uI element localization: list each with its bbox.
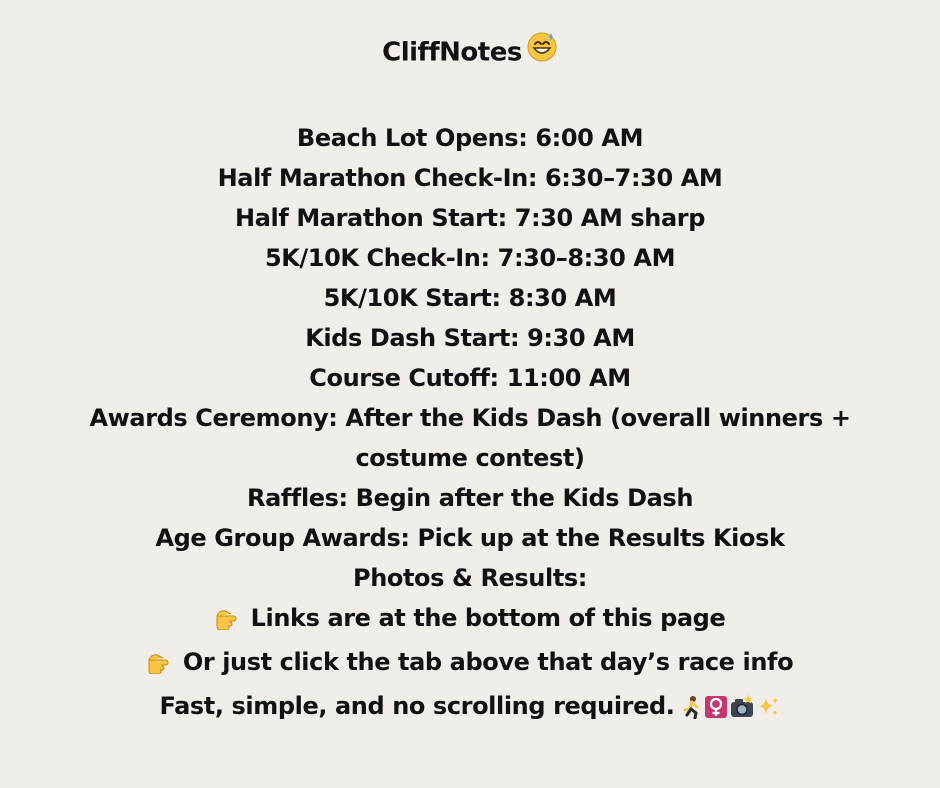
title-line [0,30,940,76]
sparkles-icon [756,695,780,719]
schedule-line: Raffles: Begin after the Kids Dash [246,484,694,512]
pointer-text: Links are at the bottom of this page [250,604,726,632]
schedule-line: Photos & Results: [353,564,587,592]
schedule-line: Age Group Awards: Pick up at the Results Kiosk [155,524,785,552]
pointer-line [40,598,900,642]
pointer-text: Or just click the tab above that day’s race info [182,648,794,676]
closing-emoji-group [681,691,781,731]
closing-text: Fast, simple, and no scrolling required. [159,692,675,720]
schedule-line: Half Marathon Check-In: 6:30–7:30 AM [217,164,723,192]
schedule-line: Beach Lot Opens: 6:00 AM [296,124,644,152]
closing-line [40,686,900,731]
schedule-line: Kids Dash Start: 9:30 AM [305,324,635,352]
pointing-hand-icon [215,602,243,642]
schedule-line: 5K/10K Start: 8:30 AM [323,284,617,312]
schedule-line: Awards Ceremony: After the Kids Dash (overall winners + costume contest) [89,404,851,472]
pointer-line [40,642,900,686]
schedule-line: Course Cutoff: 11:00 AM [309,364,631,392]
female-sign-icon [704,695,728,719]
woman-running-icon [681,695,703,719]
page-title: CliffNotes [382,37,522,68]
camera-flash-icon [729,695,755,719]
pointing-hand-icon [147,646,175,686]
schedule-line: 5K/10K Check-In: 7:30–8:30 AM [264,244,676,272]
schedule-list [40,118,900,731]
grinning-sweat-face-icon [526,30,558,76]
schedule-line: Half Marathon Start: 7:30 AM sharp [235,204,705,232]
